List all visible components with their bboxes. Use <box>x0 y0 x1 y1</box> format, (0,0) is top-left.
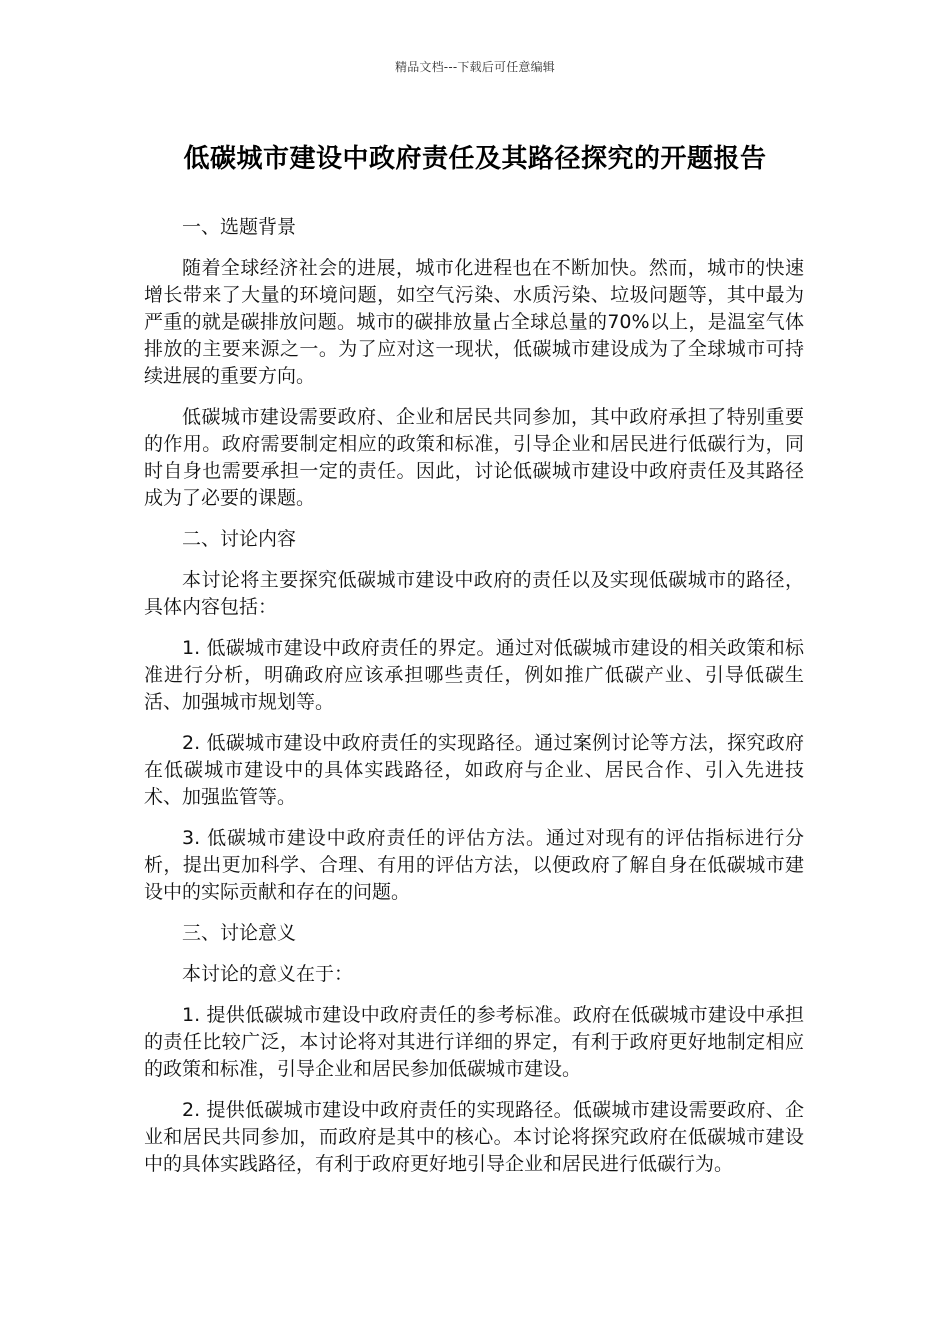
paragraph: 本讨论将主要探究低碳城市建设中政府的责任以及实现低碳城市的路径，具体内容包括： <box>144 569 804 618</box>
paragraph: 本讨论的意义在于： <box>182 963 354 985</box>
list-item: 2. 低碳城市建设中政府责任的实现路径。通过案例讨论等方法，探究政府在低碳城市建设中的具体实践路径，如政府与企业、居民合作、引入先进技术、加强监管等。 <box>144 732 804 808</box>
section-heading-significance: 三、讨论意义 <box>182 922 297 944</box>
list-item: 1. 提供低碳城市建设中政府责任的参考标准。政府在低碳城市建设中承担的责任比较广泛，本讨论将对其进行详细的界定，有利于政府更好地制定相应的政策和标准，引导企业和居民参加低碳城市建设。 <box>144 1004 804 1080</box>
list-item: 1. 低碳城市建设中政府责任的界定。通过对低碳城市建设的相关政策和标准进行分析，明确政府应该承担哪些责任，例如推广低碳产业、引导低碳生活、加强城市规划等。 <box>144 637 804 713</box>
page-header-note: 精品文档---下载后可任意编辑 <box>395 60 555 74</box>
list-item: 3. 低碳城市建设中政府责任的评估方法。通过对现有的评估指标进行分析，提出更加科学、合理、有用的评估方法，以便政府了解自身在低碳城市建设中的实际贡献和存在的问题。 <box>144 827 804 903</box>
section-heading-background: 一、选题背景 <box>182 216 297 238</box>
section-heading-content: 二、讨论内容 <box>182 528 297 550</box>
paragraph: 随着全球经济社会的进展，城市化进程也在不断加快。然而，城市的快速增长带来了大量的环境问题，如空气污染、水质污染、垃圾问题等，其中最为严重的就是碳排放问题。城市的碳排放量占全球总量的70%以上，是温室气体排放的主要来源之一。为了应对这一现状，低碳城市建设成为了全球城市可持续进展的重要方向。 <box>144 257 804 387</box>
list-item: 2. 提供低碳城市建设中政府责任的实现路径。低碳城市建设需要政府、企业和居民共同参加，而政府是其中的核心。本讨论将探究政府在低碳城市建设中的具体实践路径，有利于政府更好地引导企业和居民进行低碳行为。 <box>144 1099 804 1175</box>
paragraph: 低碳城市建设需要政府、企业和居民共同参加，其中政府承担了特别重要的作用。政府需要制定相应的政策和标准，引导企业和居民进行低碳行为，同时自身也需要承担一定的责任。因此，讨论低碳城市建设中政府责任及其路径成为了必要的课题。 <box>144 406 804 509</box>
document-body <box>144 214 804 1192</box>
document-title: 低碳城市建设中政府责任及其路径探究的开题报告 <box>183 144 767 174</box>
